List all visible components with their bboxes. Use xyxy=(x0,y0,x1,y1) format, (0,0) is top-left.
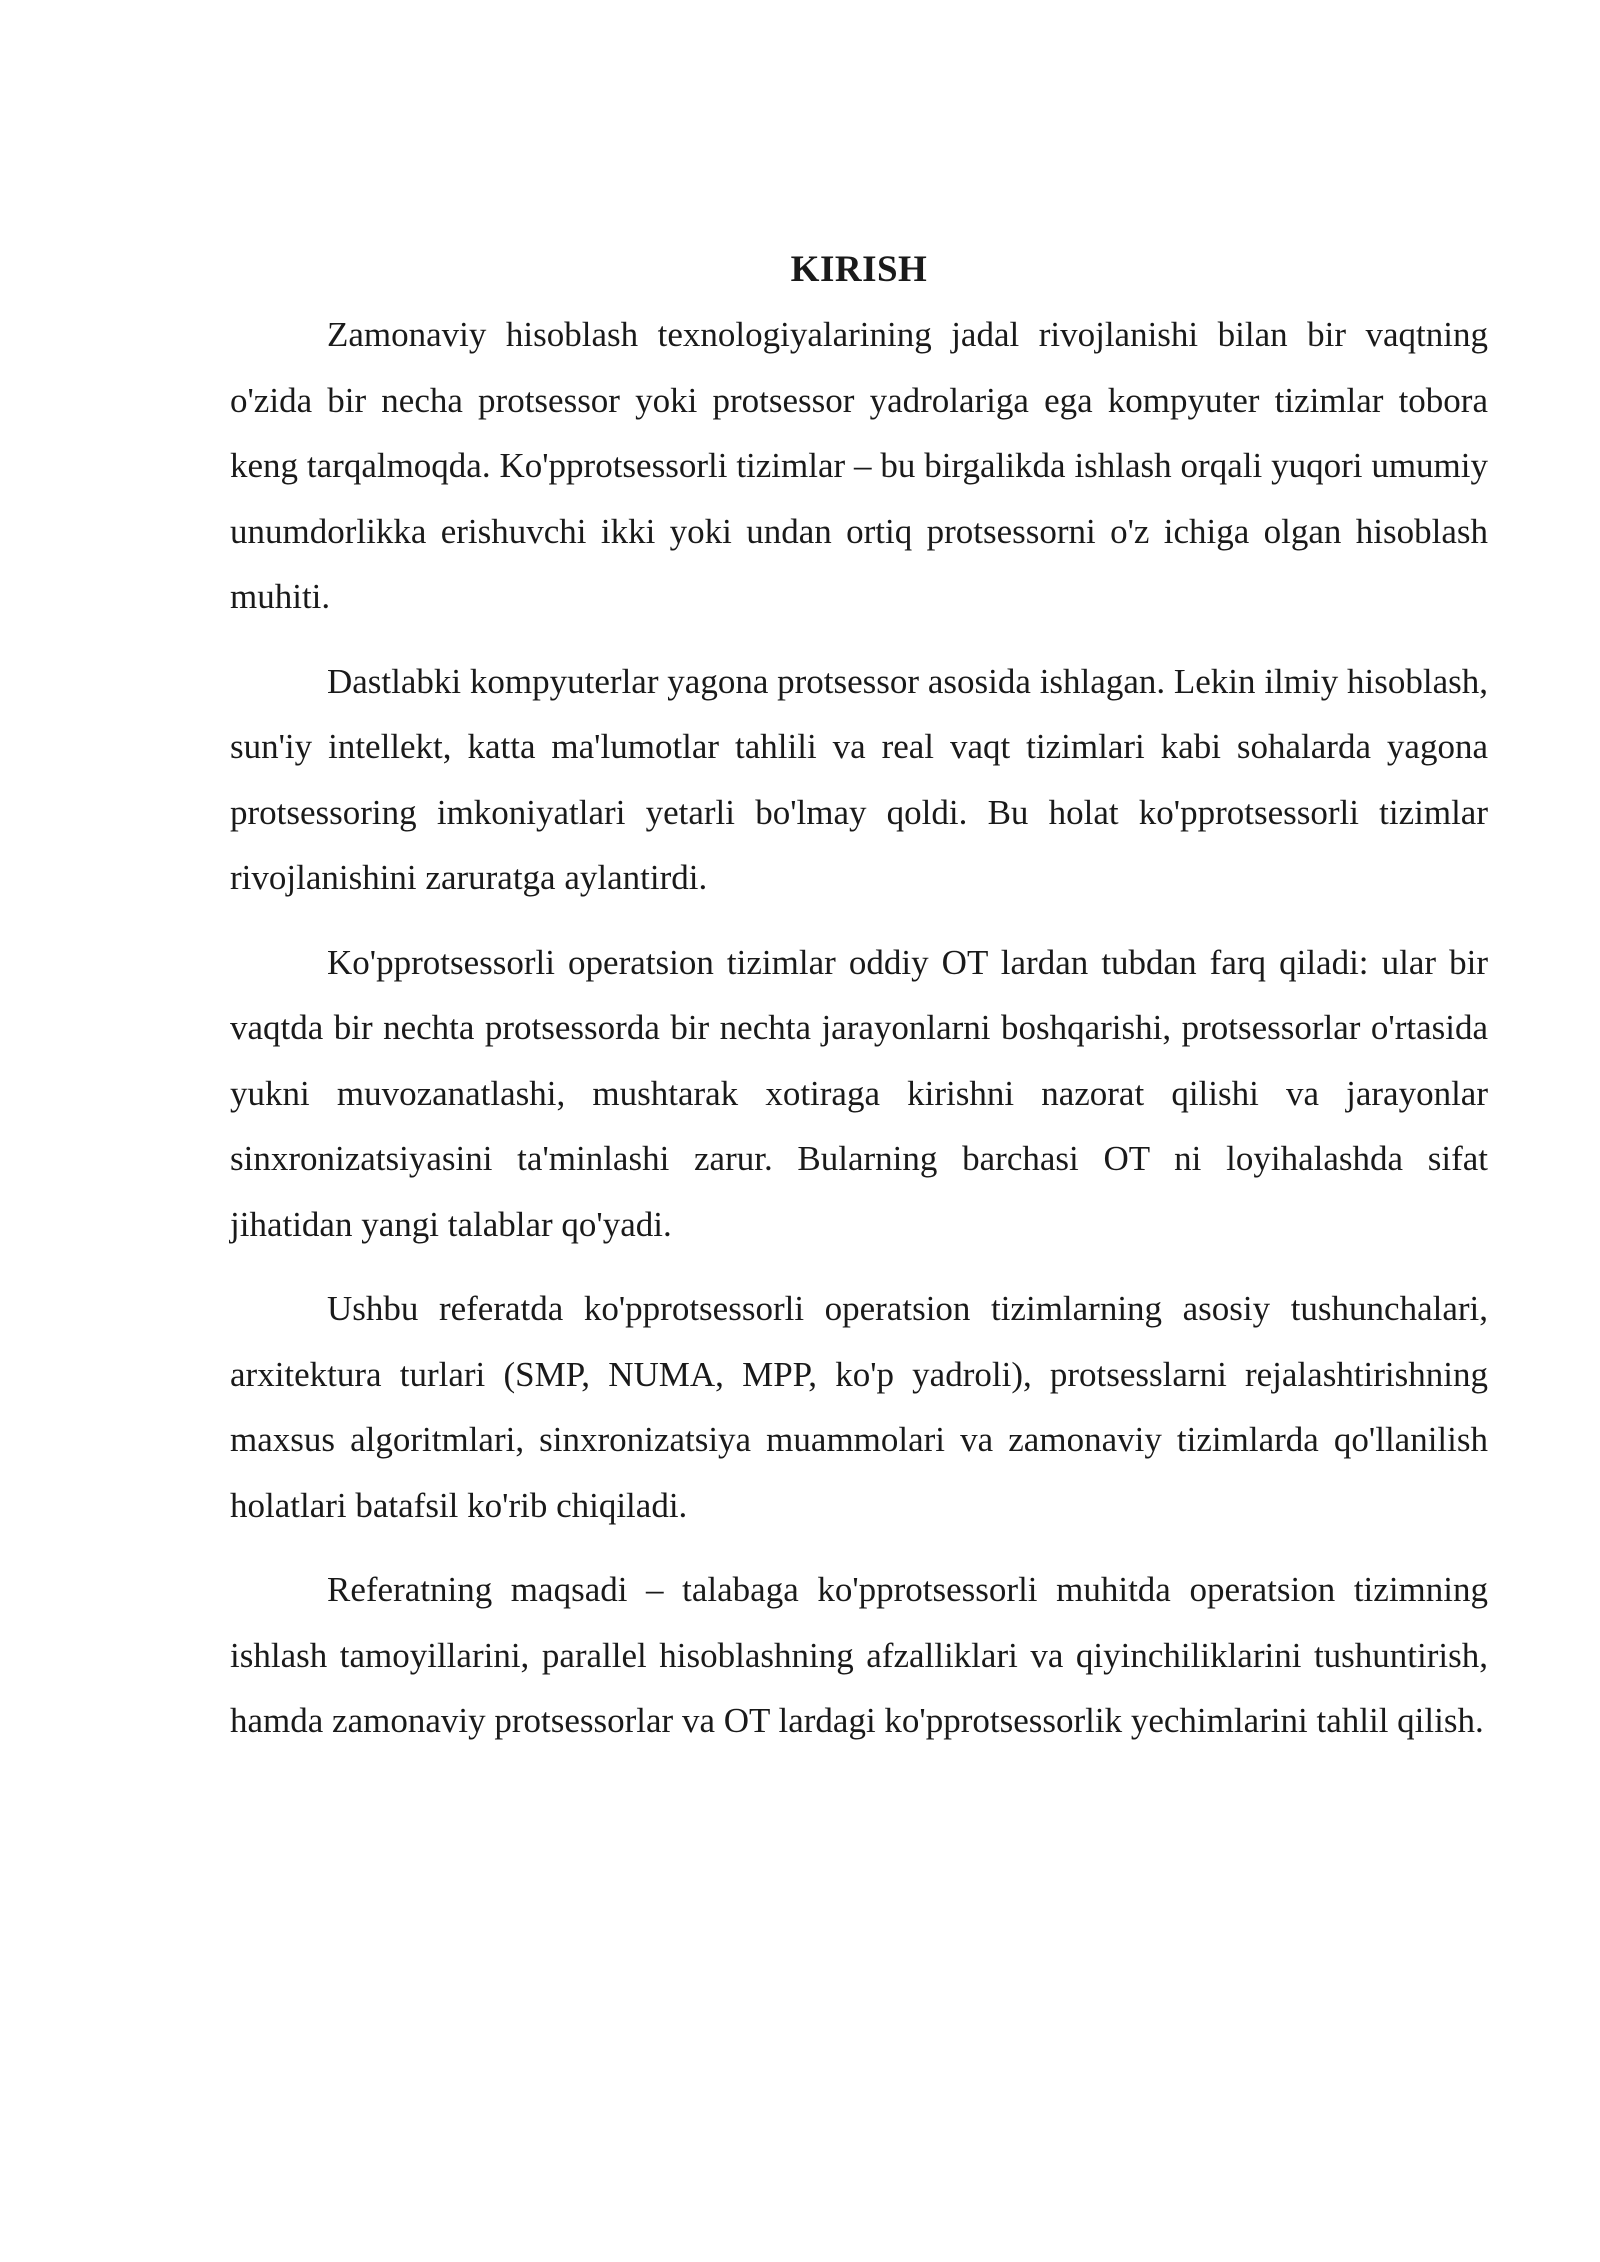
document-page xyxy=(230,240,1488,1773)
section-title: KIRISH xyxy=(790,249,928,290)
paragraph-scope: Ushbu referatda ko'pprotsessorli operatsion tizimlarning asosiy tushunchalari, arxitektura turlari (SMP, NUMA, MPP, ko'p yadroli), protsesslarni rejalashtirishning maxsus algoritmlari, sinxronizatsiya muammolari va zamonaviy tizimlarda qo'llanilish holatlari batafsil ko'rib chiqiladi. xyxy=(230,1289,1488,1525)
paragraph-goal: Referatning maqsadi – talabaga ko'pprotsessorli muhitda operatsion tizimning ishlash tamoyillarini, parallel hisoblashning afzalliklari va qiyinchiliklarini tushuntirish, hamda zamonaviy protsessorlar va OT lardagi ko'pprotsessorlik yechimlarini tahlil qilish. xyxy=(230,1570,1488,1740)
paragraph-os-differences: Ko'pprotsessorli operatsion tizimlar oddiy OT lardan tubdan farq qiladi: ular bir vaqtda bir nechta protsessorda bir nechta jarayonlarni boshqarishi, protsessorlar o'rtasida yukni muvozanatlashi, mushtarak xotiraga kirishni nazorat qilishi va jarayonlar sinxronizatsiyasini ta'minlashi zarur. Bularning barchasi OT ni loyihalashda sifat jihatidan yangi talablar qo'yadi. xyxy=(230,942,1488,1244)
paragraph-history: Dastlabki kompyuterlar yagona protsessor asosida ishlagan. Lekin ilmiy hisoblash, sun'iy intellekt, katta ma'lumotlar tahlili va real vaqt tizimlari kabi sohalarda yagona protsessoring imkoniyatlari yetarli bo'lmay qoldi. Bu holat ko'pprotsessorli tizimlar rivojlanishini zaruratga aylantirdi. xyxy=(230,661,1488,897)
paragraph-intro: Zamonaviy hisoblash texnologiyalarining jadal rivojlanishi bilan bir vaqtning o'zida bir necha protsessor yoki protsessor yadrolariga ega kompyuter tizimlar tobora keng tarqalmoqda. Ko'pprotsessorli tizimlar – bu birgalikda ishlash orqali yuqori umumiy unumdorlikka erishuvchi ikki yoki undan ortiq protsessorni o'z ichiga olgan hisoblash muhiti. xyxy=(230,315,1488,616)
